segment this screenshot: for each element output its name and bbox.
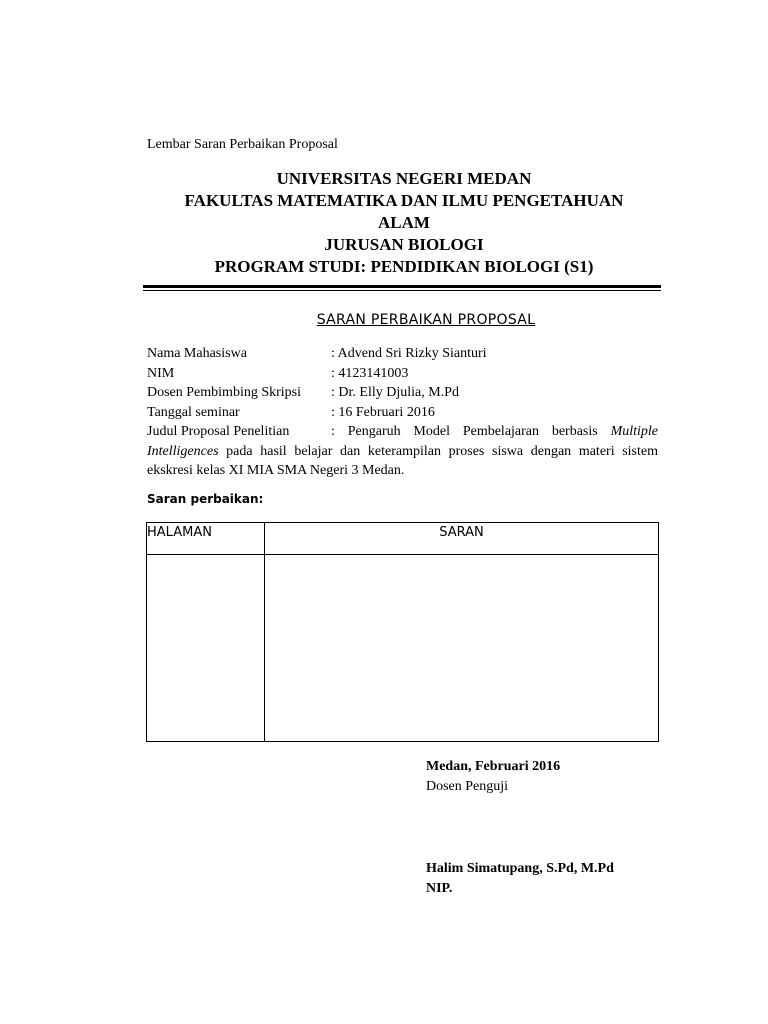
header-program: PROGRAM STUDI: PENDIDIKAN BIOLOGI (S1) — [214, 257, 594, 276]
judul-label: Judul Proposal Penelitian — [147, 424, 290, 439]
judul-italic: Multiple Intelligences — [147, 424, 658, 459]
judul-suffix: pada hasil belajar dan keterampilan proses siswa dengan materi sistem ekskresi kelas XI MIA SMA Negeri 3 Medan. — [147, 443, 658, 478]
table-header-row — [147, 523, 659, 555]
sign-nip: NIP. — [426, 881, 453, 896]
header-rule-thin — [143, 290, 661, 291]
form-title: SARAN PERBAIKAN PROPOSAL — [316, 312, 536, 328]
table-row — [147, 555, 659, 742]
sign-place-date: Medan, Februari 2016 — [426, 759, 561, 774]
nim-label: NIM — [147, 365, 175, 381]
institution-header — [147, 168, 661, 278]
dosen-label: Dosen Pembimbing Skripsi — [147, 385, 302, 400]
sign-name: Halim Simatupang, S.Pd, M.Pd — [426, 861, 614, 876]
info-row-tanggal — [147, 403, 658, 423]
header-faculty: FAKULTAS MATEMATIKA DAN ILMU PENGETAHUAN — [184, 191, 624, 210]
saran-heading: Saran perbaikan: — [147, 492, 264, 506]
sign-role: Dosen Penguji — [426, 779, 509, 794]
saran-cell[interactable] — [265, 555, 659, 742]
info-row-nim — [147, 364, 658, 384]
header-department: JURUSAN BIOLOGI — [324, 235, 484, 254]
nama-label: Nama Mahasiswa — [147, 346, 247, 361]
info-row-judul — [147, 422, 658, 481]
dosen-value: : Dr. Elly Djulia, M.Pd — [331, 385, 459, 400]
nama-value: : Advend Sri Rizky Sianturi — [331, 346, 487, 361]
header-university: UNIVERSITAS NEGERI MEDAN — [276, 169, 532, 188]
signatory — [426, 859, 614, 899]
info-row-dosen — [147, 383, 658, 403]
tanggal-value: : 16 Februari 2016 — [331, 404, 435, 420]
signature-block — [426, 757, 560, 797]
header-faculty-cont: ALAM — [378, 213, 430, 232]
saran-table — [146, 522, 659, 742]
info-row-nama — [147, 344, 658, 364]
saran-header: SARAN — [265, 523, 659, 555]
halaman-cell[interactable] — [147, 555, 265, 742]
document-caption: Lembar Saran Perbaikan Proposal — [147, 137, 338, 152]
judul-prefix: : Pengaruh Model Pembelajaran berbasis — [331, 424, 611, 439]
tanggal-label: Tanggal seminar — [147, 404, 240, 420]
halaman-header: HALAMAN — [147, 523, 265, 555]
nim-value: : 4123141003 — [331, 365, 409, 381]
student-info — [147, 344, 658, 481]
header-rule-thick — [143, 285, 661, 288]
